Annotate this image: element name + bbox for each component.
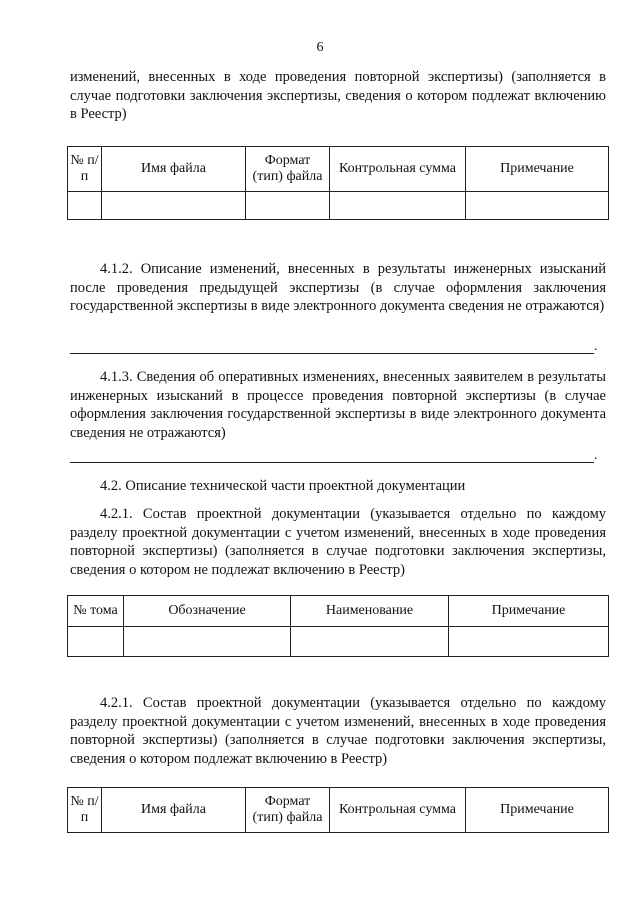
page-number: 6	[316, 40, 324, 55]
section-4-2-1-not-registry: 4.2.1. Состав проектной документации (указывается отдельно по каждому разделу проектной документации с учетом изменений, внесенных в ходе проведения повторной экспертизы) (заполняется в случае подготовки заключения экспертизы, сведения о котором не подлежат включению в Реестр)	[70, 506, 606, 578]
intro-paragraph: изменений, внесенных в ходе проведения повторной экспертизы) (заполняется в случае подготовки заключения экспертизы, сведения о котором подлежат включению в Реестр)	[70, 69, 606, 122]
table-row	[68, 627, 609, 657]
files-table-2	[67, 787, 609, 833]
header-number: № п/п	[68, 788, 102, 833]
header-checksum: Контрольная сумма	[330, 788, 466, 833]
header-note: Примечание	[466, 147, 609, 192]
blank-fill-line	[70, 353, 594, 354]
header-file-name: Имя файла	[102, 147, 246, 192]
table-header-row	[68, 596, 609, 627]
table-header-row	[68, 788, 609, 833]
table-cell	[68, 627, 124, 657]
section-4-2-1-registry: 4.2.1. Состав проектной документации (указывается отдельно по каждому разделу проектной документации с учетом изменений, внесенных в ходе проведения повторной экспертизы) (заполняется в случае подготовки заключения экспертизы, сведения о котором подлежат включению в Реестр)	[70, 695, 606, 767]
files-table	[67, 146, 609, 220]
line-end-mark: .	[594, 448, 598, 463]
section-4-1-2: 4.1.2. Описание изменений, внесенных в результаты инженерных изысканий после проведения предыдущей экспертизы (в случае оформления заключения государственной экспертизы в виде электронного документа сведения не отражаются)	[70, 261, 606, 314]
table-cell	[466, 192, 609, 220]
table-cell	[68, 192, 102, 220]
blank-fill-line	[70, 462, 594, 463]
header-designation: Обозначение	[124, 596, 291, 627]
line-end-mark: .	[594, 339, 598, 354]
header-file-format: Формат (тип) файла	[246, 147, 330, 192]
section-4-1-3: 4.1.3. Сведения об оперативных изменениях, внесенных заявителем в результаты инженерных изысканий в процессе проведения повторной экспертизы (в случае оформления заключения государственной экспертизы в виде электронного документа сведения не отражаются)	[70, 369, 606, 441]
table-cell	[330, 192, 466, 220]
header-name: Наименование	[291, 596, 449, 627]
section-4-2: 4.2. Описание технической части проектной документации	[100, 478, 466, 494]
table-cell	[102, 192, 246, 220]
table-cell	[449, 627, 609, 657]
header-number: № п/п	[68, 147, 102, 192]
table-cell	[291, 627, 449, 657]
header-volume-number: № тома	[68, 596, 124, 627]
header-file-name: Имя файла	[102, 788, 246, 833]
volumes-table	[67, 595, 609, 657]
header-file-format: Формат (тип) файла	[246, 788, 330, 833]
table-row	[68, 192, 609, 220]
header-note: Примечание	[466, 788, 609, 833]
table-cell	[124, 627, 291, 657]
table-cell	[246, 192, 330, 220]
table-header-row	[68, 147, 609, 192]
header-checksum: Контрольная сумма	[330, 147, 466, 192]
header-note: Примечание	[449, 596, 609, 627]
